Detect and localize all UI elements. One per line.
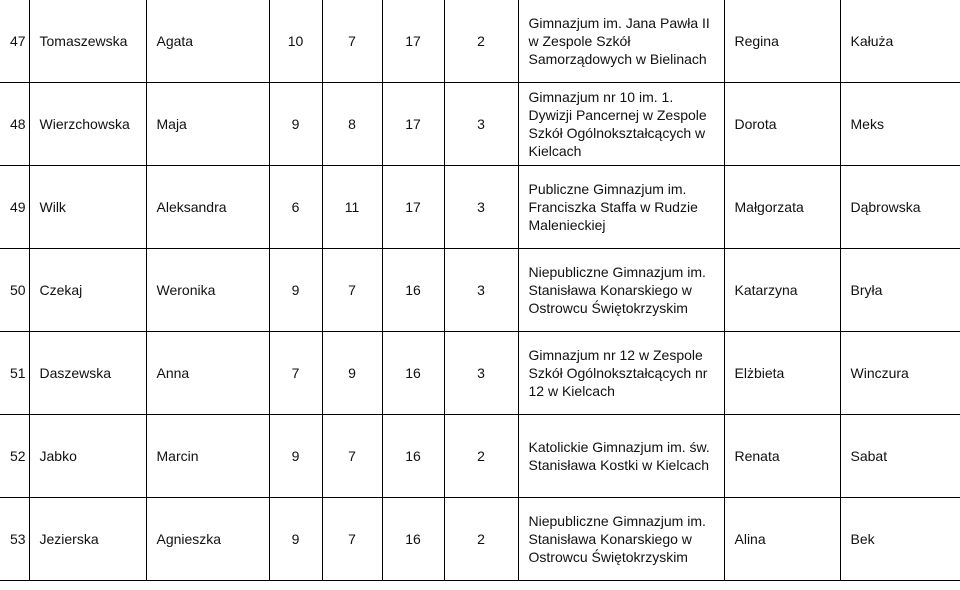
- score-2-cell: 7: [322, 249, 382, 332]
- first-name-cell: Agata: [146, 0, 269, 83]
- teacher-surname-cell: Bek: [840, 498, 960, 581]
- grade-cell: 3: [444, 332, 518, 415]
- total-score-cell: 17: [382, 0, 444, 83]
- row-number-cell: 47: [0, 0, 29, 83]
- row-number-cell: 53: [0, 498, 29, 581]
- school-cell: Niepubliczne Gimnazjum im. Stanisława Konarskiego w Ostrowcu Świętokrzyskim: [518, 498, 724, 581]
- table-row: [0, 0, 960, 83]
- school-cell: Publiczne Gimnazjum im. Franciszka Staffa w Rudzie Malenieckiej: [518, 166, 724, 249]
- score-2-cell: 7: [322, 415, 382, 498]
- table-row: [0, 83, 960, 166]
- table-row: [0, 249, 960, 332]
- first-name-cell: Marcin: [146, 415, 269, 498]
- score-2-cell: 7: [322, 498, 382, 581]
- score-1-cell: 9: [269, 498, 322, 581]
- row-number-cell: 51: [0, 332, 29, 415]
- teacher-first-name-cell: Dorota: [724, 83, 840, 166]
- school-cell: Katolickie Gimnazjum im. św. Stanisława Kostki w Kielcach: [518, 415, 724, 498]
- teacher-surname-cell: Bryła: [840, 249, 960, 332]
- grade-cell: 3: [444, 83, 518, 166]
- teacher-first-name-cell: Małgorzata: [724, 166, 840, 249]
- surname-cell: Jabko: [29, 415, 146, 498]
- surname-cell: Tomaszewska: [29, 0, 146, 83]
- grade-cell: 3: [444, 166, 518, 249]
- first-name-cell: Anna: [146, 332, 269, 415]
- grade-cell: 3: [444, 249, 518, 332]
- grade-cell: 2: [444, 0, 518, 83]
- total-score-cell: 17: [382, 166, 444, 249]
- teacher-surname-cell: Meks: [840, 83, 960, 166]
- score-1-cell: 6: [269, 166, 322, 249]
- surname-cell: Wilk: [29, 166, 146, 249]
- total-score-cell: 16: [382, 498, 444, 581]
- school-cell: Niepubliczne Gimnazjum im. Stanisława Konarskiego w Ostrowcu Świętokrzyskim: [518, 249, 724, 332]
- teacher-first-name-cell: Regina: [724, 0, 840, 83]
- score-2-cell: 9: [322, 332, 382, 415]
- total-score-cell: 16: [382, 249, 444, 332]
- school-cell: Gimnazjum nr 10 im. 1. Dywizji Pancernej w Zespole Szkół Ogólnokształcących w Kielcach: [518, 83, 724, 166]
- first-name-cell: Maja: [146, 83, 269, 166]
- total-score-cell: 16: [382, 415, 444, 498]
- teacher-surname-cell: Winczura: [840, 332, 960, 415]
- table-row: [0, 498, 960, 581]
- school-cell: Gimnazjum nr 12 w Zespole Szkół Ogólnokształcących nr 12 w Kielcach: [518, 332, 724, 415]
- row-number-cell: 49: [0, 166, 29, 249]
- total-score-cell: 17: [382, 83, 444, 166]
- score-2-cell: 7: [322, 0, 382, 83]
- grade-cell: 2: [444, 498, 518, 581]
- teacher-first-name-cell: Renata: [724, 415, 840, 498]
- score-1-cell: 9: [269, 249, 322, 332]
- teacher-first-name-cell: Alina: [724, 498, 840, 581]
- first-name-cell: Aleksandra: [146, 166, 269, 249]
- row-number-cell: 48: [0, 83, 29, 166]
- teacher-surname-cell: Dąbrowska: [840, 166, 960, 249]
- total-score-cell: 16: [382, 332, 444, 415]
- school-cell: Gimnazjum im. Jana Pawła II w Zespole Szkół Samorządowych w Bielinach: [518, 0, 724, 83]
- first-name-cell: Agnieszka: [146, 498, 269, 581]
- teacher-surname-cell: Kałuża: [840, 0, 960, 83]
- row-number-cell: 52: [0, 415, 29, 498]
- first-name-cell: Weronika: [146, 249, 269, 332]
- teacher-first-name-cell: Elżbieta: [724, 332, 840, 415]
- table-row: [0, 166, 960, 249]
- score-1-cell: 10: [269, 0, 322, 83]
- score-1-cell: 7: [269, 332, 322, 415]
- surname-cell: Wierzchowska: [29, 83, 146, 166]
- table-row: [0, 415, 960, 498]
- score-2-cell: 11: [322, 166, 382, 249]
- surname-cell: Daszewska: [29, 332, 146, 415]
- surname-cell: Jezierska: [29, 498, 146, 581]
- grade-cell: 2: [444, 415, 518, 498]
- score-1-cell: 9: [269, 415, 322, 498]
- teacher-first-name-cell: Katarzyna: [724, 249, 840, 332]
- score-1-cell: 9: [269, 83, 322, 166]
- teacher-surname-cell: Sabat: [840, 415, 960, 498]
- table-row: [0, 332, 960, 415]
- score-2-cell: 8: [322, 83, 382, 166]
- surname-cell: Czekaj: [29, 249, 146, 332]
- row-number-cell: 50: [0, 249, 29, 332]
